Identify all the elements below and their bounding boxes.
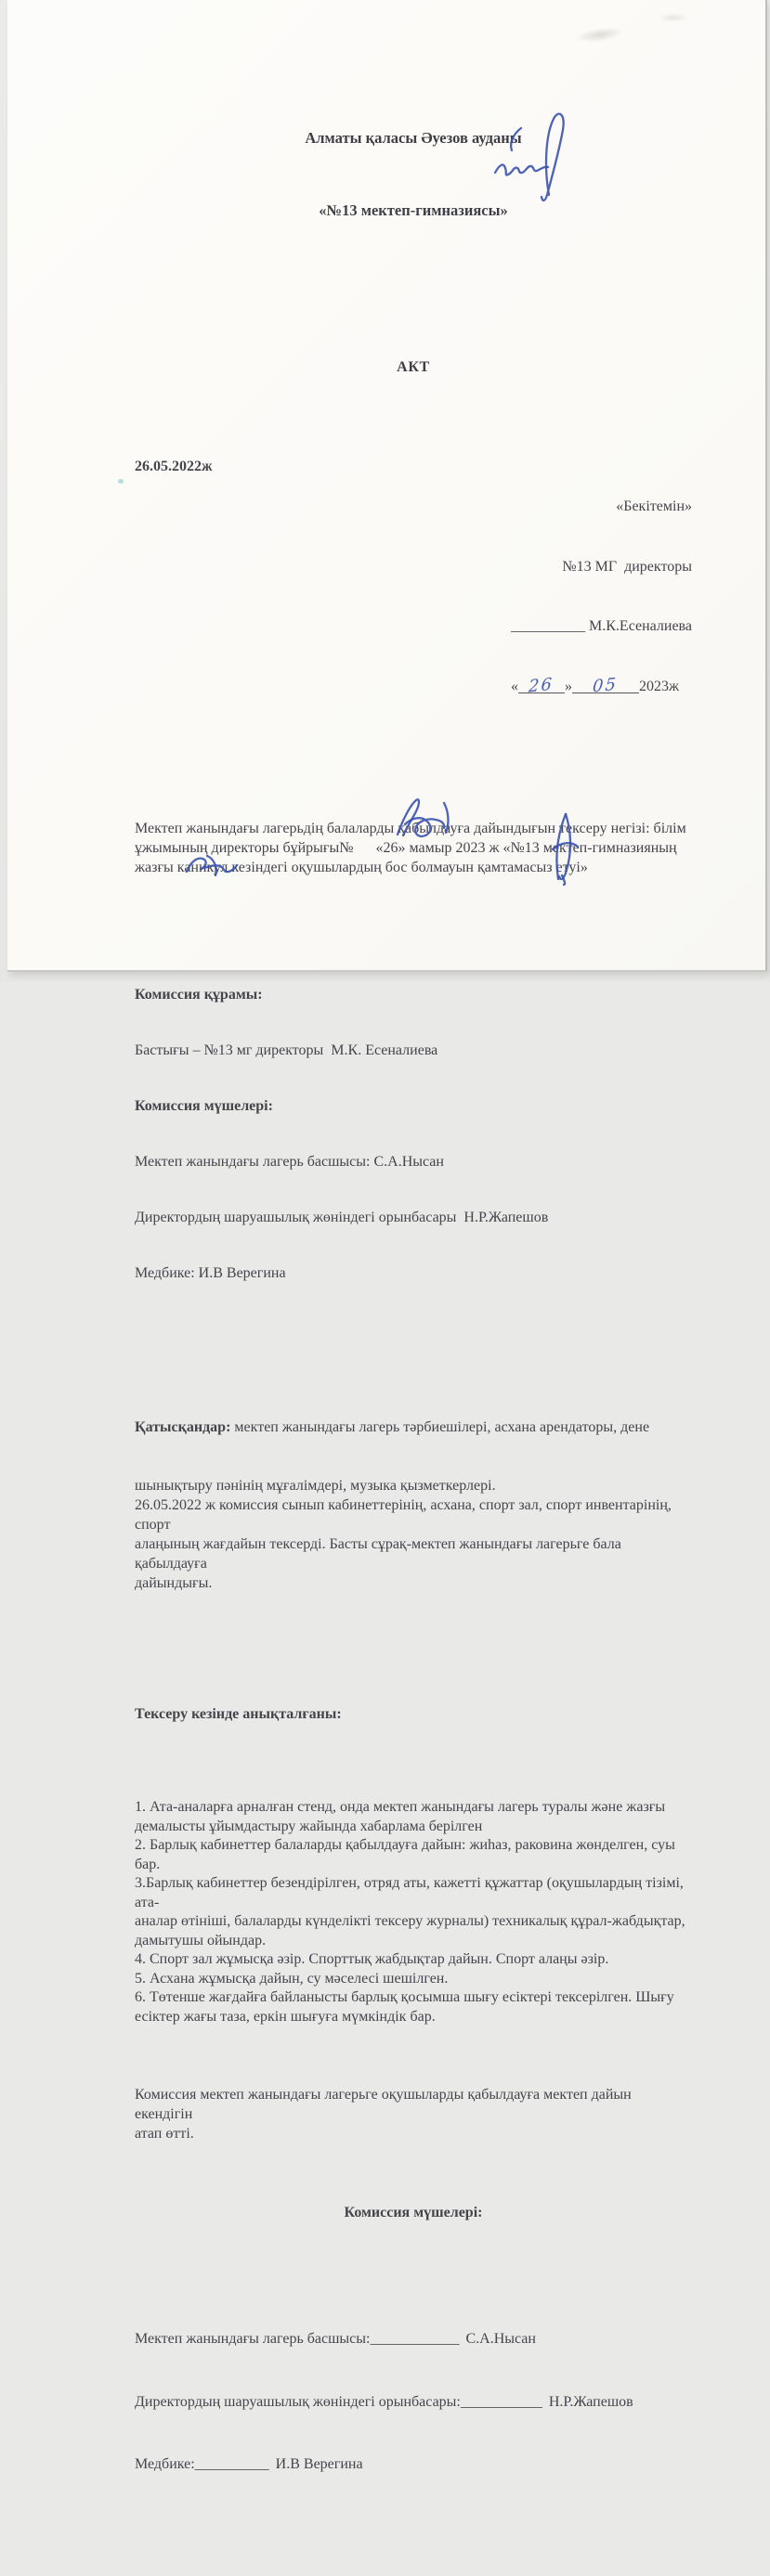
intro-paragraph: Мектеп жанындағы лагерьдің балаларды қабылдауға дайындығын тексеру негізі: білім ұжымының директоры бұйрығы№ «26» мамыр 2023 ж «№13 мектеп-гимназияның жазғы каникул кезіндегі оқушылардың бос болмауын қамтамасыз етуі» [135,821,686,875]
handwritten-day: 26 [528,673,555,697]
signature-blank: __________ [194,2456,269,2472]
commission-member-2: Директордың шаруашылық жөніндегі орынбасары Н.Р.Жапешов [135,1210,549,1225]
participants-label: Қатысқандар: [135,1419,231,1435]
document-date: 26.05.2022ж [135,459,213,474]
approval-line-1: «Бекітемін» [616,498,692,514]
participants-rest: шынықтыру пәнінің мұғалімдері, музыка қызметкерлері. 26.05.2022 ж комиссия сынып кабинеттерінің, асхана, спорт зал, спорт инвентарінің, спорт алаңының жағдайын тексерді. Басты сұрақ-мектеп жанындағы лагерьге бала қабылдауға дайындығы. [135,1478,675,1591]
document-title: АКТ [397,359,430,375]
signer-name: С.А.Нысан [465,2331,536,2347]
approval-date-line [439,673,692,697]
approval-year: 2023ж [638,678,679,694]
header-line-1: Алматы қаласы Әуезов ауданы [305,129,522,147]
handwritten-month: 05 [592,673,620,697]
participants-line-1-rest: мектеп жанындағы лагерь тәрбиешілері, асхана арендаторы, дене [230,1419,650,1435]
quote-close: » [564,678,572,694]
approval-block [439,457,692,736]
signature-rows [135,2287,692,2518]
commission-chief: Бастығы – №13 мг директоры М.К. Есеналиева [135,1042,438,1058]
signature-label: Медбике: [135,2456,195,2472]
approval-line-3 [439,616,692,637]
signature-blank: ____________ [370,2331,460,2347]
signature-blank: ___________ [460,2393,542,2410]
commission-block [135,949,692,1320]
commission-member-3: Медбике: И.В Верегина [135,1265,286,1281]
signature-row-3 [135,2454,692,2476]
commission-member-1: Мектеп жанындағы лагерь басшысы: С.А.Нысан [135,1154,444,1170]
signature-row-2 [135,2392,692,2414]
participants-paragraph [135,1379,692,1632]
findings-heading: Тексеру кезінде анықталғаны: [135,1706,342,1722]
signature-row-1 [135,2329,692,2350]
signer-name: Н.Р.Жапешов [548,2393,633,2410]
commission-members-heading: Комиссия мүшелері: [135,1098,273,1114]
conclusion-paragraph: Комиссия мектеп жанындағы лагерьге оқушыларды қабылдауға мектеп дайын екендігін атап өтті. [135,2087,635,2142]
handwritten-day-field [518,673,565,697]
approval-row [135,457,692,736]
signature-label: Мектеп жанындағы лагерь басшысы: [135,2331,371,2347]
quote-open: « [510,678,518,694]
findings-list: 1. Ата-аналарға арналған стенд, онда мектеп жанындағы лагерь туралы және жазғы демалысты ұйымдастыру жайында хабарлама берілген 2. Барлық кабинеттер балаларды қабылдауға дайын: жиһаз, раковина жөнделген, суы бар. 3.Барлық кабинеттер безендірілген, отряд аты, кажетті құжаттар (оқушылардың тізімі, ата- аналар өтініші, балаларды күнделікті тексеру журналы) техникалық құрал-жабдықтар, дамытушы ойындар. 4. Спорт зал жұмысқа әзір. Спорттық жабдықтар дайын. Спорт алаңы әзір. 5. Асхана жұмысқа дайын, су мәселесі шешілген. 6. Төтенше жағдайға байланысты барлық қосымша шығу есіктері тексерілген. Шығу есіктер жағы таза, еркін шығуға мүмкіндік бар. [135,1799,687,2025]
signature-blank: __________ [511,618,586,634]
participants-line-1 [135,1417,692,1437]
signer-name: И.В Верегина [275,2456,363,2472]
commission-heading: Комиссия құрамы: [135,987,263,1003]
document-content [135,0,692,2576]
director-name: М.К.Есеналиева [589,618,692,634]
header-line-2: «№13 мектеп-гимназиясы» [319,201,508,219]
document-header [135,58,692,271]
approval-line-2: №13 МГ директоры [562,558,692,575]
signatures-heading: Комиссия мүшелері: [344,2205,483,2220]
handwritten-month-field [572,673,639,697]
signature-label: Директордың шаруашылық жөніндегі орынбасары: [135,2393,461,2410]
document-page [7,0,767,2472]
ink-speck [118,479,124,484]
